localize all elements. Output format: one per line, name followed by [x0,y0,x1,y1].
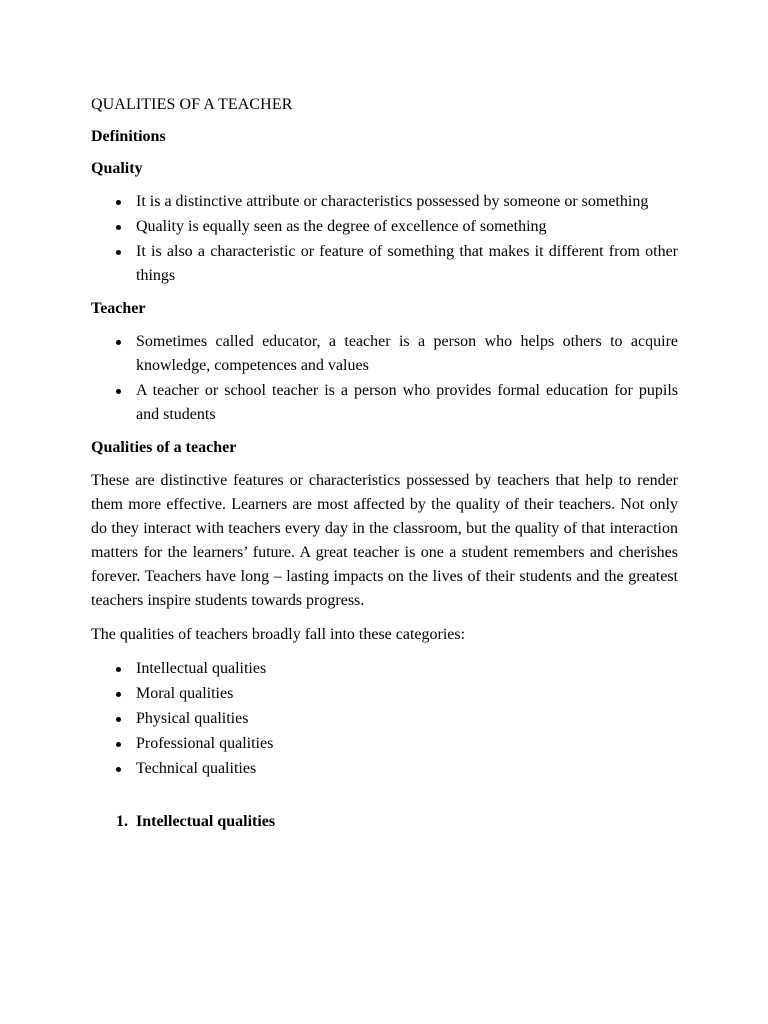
list-item [91,190,678,214]
section-heading-intellectual [91,810,678,834]
bullet-icon [116,692,121,697]
list-item [91,330,678,378]
list-item-text: A teacher or school teacher is a person who provides formal education for pupils and students [136,382,678,423]
document-title: QUALITIES OF A TEACHER [91,96,293,113]
list-item-text: Professional qualities [136,735,274,752]
list-item [91,240,678,288]
list-item [91,757,678,781]
list-item [91,215,678,239]
list-item-text: It is also a characteristic or feature of something that makes it different from other things [136,243,678,284]
categories-intro: The qualities of teachers broadly fall into these categories: [91,626,466,643]
list-item-text: Sometimes called educator, a teacher is a person who helps others to acquire knowledge, competences and values [136,333,678,374]
bullet-icon [116,340,121,345]
qualities-paragraph: These are distinctive features or characteristics possessed by teachers that help to render them more effective. Learners are most affected by the quality of their teachers. Not only do they interact with teachers every day in the classroom, but the quality of that interaction matters for the learners’ future. A great teacher is one a student remembers and cherishes forever. Teachers have long – lasting impacts on the lives of their students and the greatest teachers inspire students towards progress. [91,472,678,609]
list-item [91,682,678,706]
list-item-text: Intellectual qualities [136,660,267,677]
list-item-text: It is a distinctive attribute or characteristics possessed by someone or something [136,193,649,210]
bullet-icon [116,717,121,722]
quality-heading: Quality [91,160,143,177]
list-item [91,707,678,731]
list-item-text: Moral qualities [136,685,234,702]
teacher-heading: Teacher [91,300,146,317]
list-item [91,732,678,756]
section-number: 1. [116,813,128,830]
section-title: Intellectual qualities [136,813,276,830]
list-item-text: Technical qualities [136,760,257,777]
bullet-icon [116,389,121,394]
list-item-text: Physical qualities [136,710,249,727]
bullet-icon [116,200,121,205]
bullet-icon [116,250,121,255]
definitions-heading: Definitions [91,128,166,145]
bullet-icon [116,767,121,772]
bullet-icon [116,667,121,672]
teacher-bullet-list [91,330,678,427]
categories-list [91,657,678,781]
bullet-icon [116,225,121,230]
list-item [91,657,678,681]
document-page [91,94,678,834]
bullet-icon [116,742,121,747]
qualities-heading: Qualities of a teacher [91,439,237,456]
quality-bullet-list [91,190,678,288]
list-item-text: Quality is equally seen as the degree of excellence of something [136,218,547,235]
spacer [91,782,678,810]
list-item [91,379,678,427]
